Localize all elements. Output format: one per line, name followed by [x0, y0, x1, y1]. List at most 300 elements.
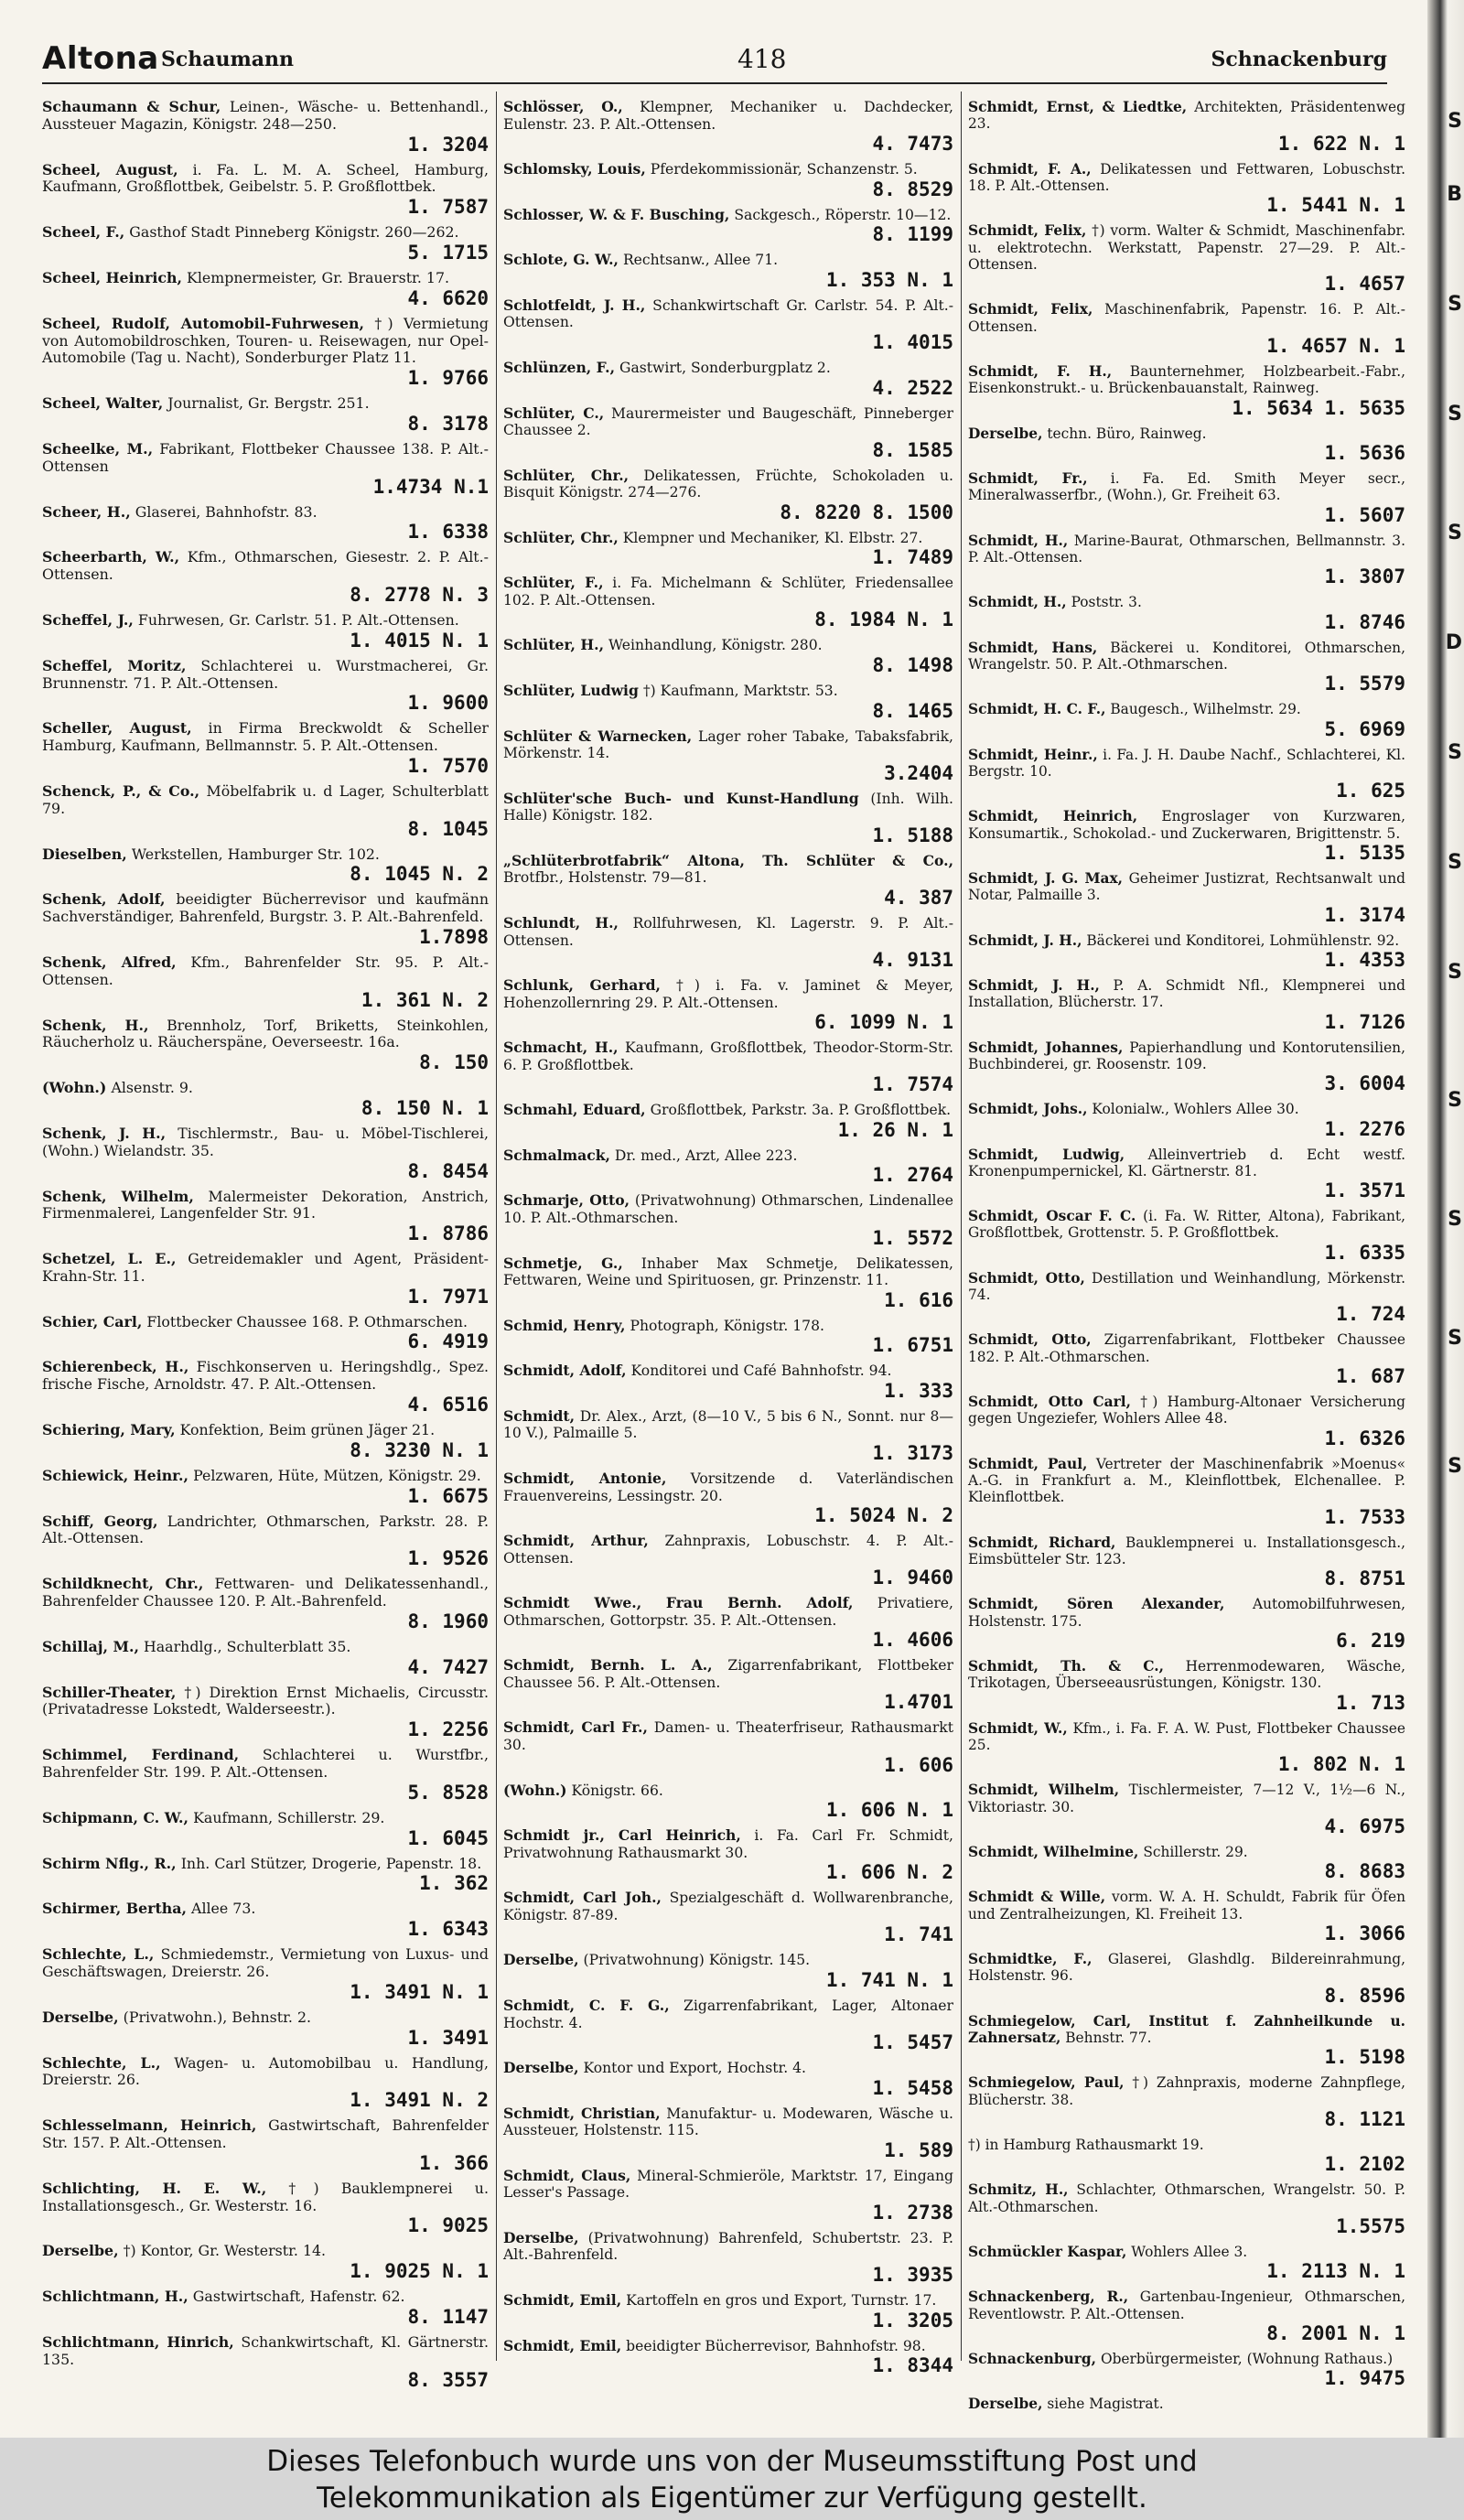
directory-entry: [42, 891, 489, 948]
entry-details: Zigarrenfabrikant, Lager, Altonaer Hochstr. 4.: [503, 1997, 953, 2031]
entry-name: Derselbe,: [503, 1951, 579, 1969]
entry-details: i. Fa. Michelmann & Schlüter, Friedensallee 102. P. Alt.-Ottensen.: [503, 575, 953, 608]
entry-name: Scheerbarth, W.,: [42, 548, 180, 566]
entry-details: Großflottbek, Parkstr. 3a. P. Großflottbek.: [650, 1102, 952, 1119]
entry-details: Allee 73.: [191, 1900, 256, 1918]
entry-details: Gastwirtschaft, Hafenstr. 62.: [192, 2288, 405, 2306]
directory-entry: [503, 915, 953, 971]
directory-entry: [503, 1147, 953, 1187]
entry-details: Kfm., i. Fa. F. A. W. Pust, Flottbeker Chaussee 25.: [968, 1719, 1405, 1754]
entry-details: in Firma Breckwoldt & Scheller Hamburg, Kaufmann, Bellmannstr. 5. P. Alt.-Ottensen.: [42, 719, 489, 755]
entry-details: i. Fa. Carl Fr. Schmidt, Privatwohnung Rathausmarkt 30.: [503, 1827, 953, 1861]
directory-entry: [968, 2137, 1405, 2175]
entry-name: Schlichting, H. E. W.,: [42, 2179, 267, 2197]
entry-details: Schlachterei u. Wurstmacherei, Gr. Brunnenstr. 71. P. Alt.-Ottensen.: [42, 656, 490, 692]
directory-entry: [968, 222, 1405, 295]
directory-entry: [42, 1513, 489, 1570]
entry-phone-number: 1. 5441 N. 1: [1266, 194, 1405, 217]
entry-phone-number: 5. 8528: [407, 1781, 489, 1804]
directory-entry: [968, 2013, 1405, 2069]
entry-phone-number: 1. 3571: [1324, 1179, 1405, 1202]
entry-phone-number: 1. 687: [1336, 1365, 1405, 1388]
entry-name: Schmiegelow, Carl, Institut f. Zahnheilkunde u. Zahnersatz,: [968, 2012, 1405, 2047]
entry-phone-number: 1. 6751: [872, 1334, 953, 1357]
directory-entry: [968, 1101, 1405, 1139]
directory-entry: [42, 1189, 489, 1245]
entry-name: Schiering, Mary,: [42, 1421, 176, 1439]
entry-phone-number: 1. 7587: [407, 196, 489, 219]
directory-entry: [968, 1456, 1405, 1528]
entry-phone-number: 8. 8529: [872, 178, 953, 200]
entry-phone-number: 1. 7489: [872, 546, 953, 569]
entry-details: Kfm., Bahrenfelder Str. 95. P. Alt.-Ottensen.: [42, 953, 489, 988]
directory-entry: [503, 637, 953, 676]
entry-details: Architekten, Präsidentenweg 23.: [968, 99, 1405, 133]
entry-name: Schlünzen, F.,: [503, 358, 616, 376]
directory-entry: [42, 2117, 489, 2174]
entry-details: Behnstr. 77.: [1065, 2030, 1152, 2047]
directory-entry: [503, 791, 953, 846]
entry-name: Schlomsky, Louis,: [503, 160, 646, 178]
entry-name: Schmidtke, F.,: [968, 1951, 1093, 1968]
directory-entry: [42, 99, 489, 156]
entry-details: Fettwaren- und Delikatessenhandl., Bahrenfelder Chaussee 120. P. Alt.-Bahrenfeld.: [42, 1575, 489, 1610]
edge-letter: S: [1448, 1455, 1462, 1478]
entry-details: †) Direktion Ernst Michaelis, Circusstr. (Privatadresse Lokstedt, Walderseestr.).: [42, 1683, 489, 1718]
entry-phone-number: 1. 366: [419, 2151, 489, 2174]
directory-entry: [42, 846, 489, 886]
entry-phone-number: 1. 362: [419, 1872, 489, 1895]
entry-details: Weinhandlung, Königstr. 280.: [608, 637, 823, 654]
entry-details: Manufaktur- u. Modewaren, Wäsche u. Aussteuer, Holstenstr. 115.: [503, 2105, 953, 2139]
entry-name: Schlichtmann, H.,: [42, 2288, 188, 2306]
entry-name: Derselbe,: [968, 425, 1043, 442]
directory-entry: [503, 1408, 953, 1464]
entry-details: Alsenstr. 9.: [111, 1079, 193, 1097]
entry-phone-number: 1. 6045: [407, 1826, 489, 1849]
entry-details: Vertreter der Maschinenfabrik »Moenus« A.-G. in Frankfurt a. M., Kleinflottbek, Elchenallee. P. Kleinflottbek.: [968, 1455, 1405, 1506]
entry-details: †) Bauklempnerei u. Installationsgesch., Gr. Westerstr. 16.: [42, 2179, 489, 2214]
directory-entry: [968, 1782, 1405, 1837]
footer-line-1: Dieses Telefonbuch wurde uns von der Museumsstiftung Post und: [266, 2445, 1198, 2478]
entry-details: Landrichter, Othmarschen, Parkstr. 28. P. Alt.-Ottensen.: [42, 1512, 489, 1547]
entry-details: Schmiedemstr., Vermietung von Luxus- und Geschäftswagen, Dreierstr. 26.: [42, 1945, 490, 1981]
edge-letter: S: [1448, 110, 1462, 133]
entry-phone-number: 4. 9131: [872, 949, 953, 972]
entry-details: i. Fa. L. M. A. Scheel, Hamburg, Kaufmann, Großflottbek, Geibelstr. 5. P. Großflottbek.: [42, 160, 489, 196]
entry-phone-number: 1. 5579: [1324, 673, 1405, 695]
directory-entry: [503, 2105, 953, 2161]
directory-entry: [42, 1422, 489, 1461]
header-city: Altona: [42, 40, 159, 77]
entry-phone-number: 1. 5634 1. 5635: [1232, 396, 1405, 419]
entry-phone-number: 1.4734 N.1: [372, 475, 489, 498]
directory-entry: [968, 1270, 1405, 1326]
entry-phone-number: 1. 589: [884, 2138, 953, 2161]
entry-details: (Privatwohnung) Königstr. 145.: [583, 1952, 811, 1969]
entry-details: Herrenmodewaren, Wäsche, Trikotagen, Überseeausrüstungen, Königstr. 130.: [968, 1658, 1406, 1692]
entry-details: Papierhandlung und Kontorutensilien, Buchbinderei, gr. Roosenstr. 109.: [968, 1039, 1405, 1072]
entry-details: Konfektion, Beim grünen Jäger 21.: [179, 1421, 436, 1439]
directory-entry: [42, 1576, 489, 1632]
edge-letter: S: [1448, 293, 1462, 316]
entry-name: Schierenbeck, H.,: [42, 1358, 189, 1376]
entry-phone-number: 1. 616: [884, 1288, 953, 1311]
listing-column-2: [503, 99, 953, 2383]
entry-name: Schmidt, Richard,: [968, 1534, 1116, 1551]
directory-entry: [503, 575, 953, 630]
entry-phone-number: 4. 2522: [872, 376, 953, 399]
entry-details: (Privatwohnung) Bahrenfeld, Schubertstr. 23. P. Alt.-Bahrenfeld.: [503, 2229, 953, 2264]
entry-details: Gartenbau-Ingenieur, Othmarschen, Reventlowstr. P. Alt.-Ottensen.: [968, 2288, 1405, 2322]
directory-entry: [503, 2230, 953, 2286]
entry-phone-number: 8. 1984 N. 1: [814, 608, 953, 631]
entry-phone-number: 8. 1147: [407, 2306, 489, 2328]
entry-name: Schiller-Theater,: [42, 1683, 177, 1701]
entry-name: Schiewick, Heinr.,: [42, 1466, 189, 1484]
edge-letter: S: [1448, 961, 1462, 984]
entry-details: siehe Magistrat.: [1047, 2396, 1164, 2413]
entry-details: Wohlers Allee 3.: [1131, 2243, 1248, 2260]
directory-entry: [42, 1747, 489, 1804]
entry-phone-number: 8. 8683: [1324, 1860, 1405, 1883]
entry-details: †) Hamburg-Altonaer Versicherung gegen Ungeziefer, Wohlers Allee 48.: [968, 1394, 1405, 1427]
entry-details: Kolonialw., Wohlers Allee 30.: [1092, 1101, 1299, 1118]
entry-name: Schmidt, Antonie,: [503, 1469, 667, 1487]
entry-name: Schmiegelow, Paul,: [968, 2074, 1125, 2092]
entry-name: Schenck, P., & Co.,: [42, 781, 200, 800]
entry-phone-number: 8. 2778 N. 3: [350, 583, 489, 606]
entry-details: Flottbecker Chaussee 168. P. Othmarschen.: [146, 1312, 468, 1330]
directory-entry: [42, 316, 489, 389]
edge-letter: D: [1445, 631, 1462, 654]
entry-name: Schlüter'sche Buch- und Kunst-Handlung: [503, 789, 859, 807]
entry-details: beeidigter Bücherrevisor, Bahnhofstr. 98.: [626, 2337, 926, 2354]
entry-name: Schmidt, W.,: [968, 1719, 1068, 1737]
entry-name: Schlunk, Gerhard,: [503, 976, 661, 995]
directory-entry: [503, 1782, 953, 1822]
directory-entry: [503, 728, 953, 784]
entry-details: †) vorm. Walter & Schmidt, Maschinenfabr. u. elektrotechn. Werkstatt, Papenstr. 27—29. P. Alt.-Ottensen.: [968, 222, 1405, 273]
entry-name: Schmidt, Otto Carl,: [968, 1394, 1131, 1411]
directory-entry: [503, 1890, 953, 1945]
entry-name: Schirmer, Bertha,: [42, 1900, 188, 1918]
entry-phone-number: 1. 353 N. 1: [825, 268, 953, 291]
entry-phone-number: 1. 7574: [872, 1073, 953, 1096]
entry-phone-number: 5. 1715: [407, 241, 489, 264]
entry-name: Schlüter & Warnecken,: [503, 727, 693, 745]
entry-name: Schmidt, Heinr.,: [968, 746, 1098, 763]
entry-phone-number: 1. 9475: [1324, 2367, 1405, 2390]
entry-name: Schlüter, Chr.,: [503, 528, 619, 546]
entry-phone-number: 1. 3491 N. 2: [350, 2089, 489, 2112]
entry-name: Schmidt, Ludwig,: [968, 1146, 1125, 1163]
directory-entry: [503, 1102, 953, 1141]
entry-details: Vorsitzende d. Vaterländischen Frauenvereins, Lessingstr. 20.: [503, 1470, 953, 1504]
entry-name: Schlotfeldt, J. H.,: [503, 296, 646, 314]
directory-entry: [42, 658, 489, 715]
header-last-entry: Schnackenburg: [1211, 48, 1387, 71]
entry-phone-number: 1. 724: [1336, 1303, 1405, 1326]
entry-name: Schmidt, Otto,: [968, 1269, 1085, 1287]
entry-phone-number: 1. 7533: [1324, 1505, 1405, 1528]
directory-entry: [42, 224, 489, 264]
entry-phone-number: 1. 741 N. 1: [825, 1968, 953, 1991]
directory-entry: [42, 2288, 489, 2328]
entry-details: Leinen-, Wäsche- u. Bettenhandl., Aussteuer Magazin, Königstr. 248—250.: [42, 98, 489, 133]
entry-name: Schmidt & Wille,: [968, 1889, 1106, 1906]
entry-details: †) Vermietung von Automobildroschken, Touren- u. Reisewagen, nur Opel-Automobile (Tag u. Nacht), Sonderburger Platz 11.: [42, 314, 489, 367]
directory-entry: [42, 2055, 489, 2112]
entry-details: Kontor und Export, Hochstr. 4.: [583, 2060, 807, 2077]
directory-entry: [42, 2181, 489, 2237]
entry-name: (Wohn.): [42, 1079, 107, 1097]
entry-details: Zahnpraxis, Lobuschstr. 4. P. Alt.-Ottensen.: [503, 1533, 953, 1567]
entry-details: Delikatessen, Früchte, Schokoladen u. Bisquit Königstr. 274—276.: [503, 467, 953, 501]
entry-details: Königstr. 66.: [571, 1782, 663, 1799]
entry-phone-number: 8. 150: [419, 1051, 489, 1074]
entry-name: Schmidt, Christian,: [503, 2104, 661, 2122]
entry-details: Schillerstr. 29.: [1143, 1844, 1248, 1861]
directory-entry: [968, 301, 1405, 357]
directory-entry: [503, 1318, 953, 1357]
entry-phone-number: 3.2404: [884, 761, 953, 784]
directory-entry: [968, 425, 1405, 464]
directory-entry: [42, 1080, 489, 1119]
entry-name: Schmalmack,: [503, 1146, 610, 1164]
entry-phone-number: 4. 6516: [407, 1394, 489, 1416]
entry-name: Schmidt, Carl Fr.,: [503, 1718, 648, 1737]
directory-entry: [503, 1657, 953, 1713]
entry-name: Schmidt, Th. & C.,: [968, 1658, 1164, 1675]
edge-letter: S: [1448, 522, 1462, 544]
entry-name: Schier, Carl,: [42, 1312, 143, 1330]
entry-name: Scheel, Walter,: [42, 394, 164, 413]
directory-entry: [503, 2060, 953, 2099]
entry-details: Gastwirt, Sonderburgplatz 2.: [619, 359, 831, 376]
directory-entry: [503, 1533, 953, 1588]
entry-details: (Privatwohn.), Behnstr. 2.: [123, 2008, 312, 2026]
entry-phone-number: 8. 1045 N. 2: [350, 863, 489, 886]
entry-details: Schankwirtschaft, Kl. Gärtnerstr. 135.: [42, 2333, 489, 2368]
entry-name: Schmitz, H.,: [968, 2181, 1069, 2199]
entry-details: Bauklempnerei u. Installationsgesch., Eimsbütteler Str. 123.: [968, 1534, 1405, 1568]
entry-name: Scheer, H.,: [42, 502, 131, 521]
directory-entry: [42, 1810, 489, 1849]
entry-name: Schnackenburg,: [968, 2350, 1097, 2367]
entry-details: Getreidemakler und Agent, Präsident-Krahn-Str. 11.: [42, 1250, 489, 1285]
entry-phone-number: 8. 1045: [407, 817, 489, 840]
entry-phone-number: 8. 1498: [872, 654, 953, 676]
entry-details: Haarhdlg., Schulterblatt 35.: [143, 1637, 351, 1655]
directory-entry: [503, 360, 953, 399]
entry-phone-number: 1. 3491 N. 1: [350, 1980, 489, 2003]
entry-name: Schmidt, H. C. F.,: [968, 701, 1106, 718]
entry-details: Rollfuhrwesen, Kl. Lagerstr. 9. P. Alt.-Ottensen.: [503, 914, 953, 949]
entry-name: Schmidt, Oscar F. C.: [968, 1208, 1136, 1225]
entry-details: Journalist, Gr. Bergstr. 251.: [167, 394, 370, 413]
entry-phone-number: 8. 150 N. 1: [361, 1096, 489, 1119]
entry-phone-number: 1. 6338: [407, 521, 489, 544]
directory-entry: [968, 99, 1405, 155]
entry-name: Schlüter, Chr.,: [503, 466, 630, 484]
directory-entry: [503, 2338, 953, 2377]
column-divider: [961, 92, 962, 2361]
entry-details: Pferdekommissionär, Schanzenstr. 5.: [650, 161, 918, 178]
entry-details: Gastwirtschaft, Bahrenfelder Str. 157. P. Alt.-Ottensen.: [42, 2116, 489, 2152]
entry-name: Schlüter, Ludwig: [503, 682, 639, 699]
entry-name: Schlüter, F.,: [503, 574, 604, 592]
edge-letter: B: [1447, 183, 1462, 206]
entry-name: Schmidt, Hans,: [968, 639, 1098, 656]
entry-phone-number: 1. 713: [1336, 1691, 1405, 1714]
directory-entry: [968, 533, 1405, 588]
directory-entry: [42, 1901, 489, 1940]
directory-entry: [42, 720, 489, 777]
entry-phone-number: 1. 3491: [407, 2026, 489, 2049]
entry-name: Derselbe,: [968, 2396, 1043, 2413]
entry-name: Schetzel, L. E.,: [42, 1250, 177, 1268]
entry-name: Scheffel, J.,: [42, 610, 134, 629]
directory-entry: [42, 1639, 489, 1678]
directory-entry: [42, 612, 489, 652]
entry-phone-number: 8. 1465: [872, 699, 953, 722]
entry-phone-number: 1. 5458: [872, 2076, 953, 2099]
entry-phone-number: 1. 4015 N. 1: [350, 629, 489, 652]
entry-details: Schlachter, Othmarschen, Wrangelstr. 50. P. Alt.-Othmarschen.: [968, 2181, 1405, 2215]
entry-phone-number: 1. 4657 N. 1: [1266, 334, 1405, 357]
entry-name: Schmidt, Emil,: [503, 2336, 622, 2354]
entry-phone-number: 1. 5135: [1324, 841, 1405, 864]
entry-phone-number: 8. 3178: [407, 412, 489, 435]
directory-entry: [503, 1595, 953, 1651]
directory-entry: [503, 853, 953, 909]
edge-letter: S: [1448, 1089, 1462, 1112]
directory-entry: [968, 2396, 1405, 2412]
entry-details: Destillation und Weinhandlung, Mörkenstr. 74.: [968, 1269, 1405, 1304]
directory-entry: [42, 2243, 489, 2282]
entry-name: Schlüter, C.,: [503, 404, 605, 422]
directory-entry: [503, 530, 953, 569]
entry-name: Schimmel, Ferdinand,: [42, 1746, 240, 1764]
entry-phone-number: 1. 8786: [407, 1222, 489, 1245]
entry-name: Schlundt, H.,: [503, 913, 619, 932]
entry-details: Engroslager von Kurzwaren, Konsumartik., Schokolad.- und Zuckerwaren, Brigittenstr. 5.: [968, 808, 1405, 842]
entry-details: (i. Fa. W. Ritter, Altona), Fabrikant, Großflottbek, Grottenstr. 5. P. Großflottbek.: [968, 1208, 1405, 1242]
entry-details: Klempner, Mechaniker u. Dachdecker, Eulenstr. 23. P. Alt.-Ottensen.: [503, 99, 953, 133]
entry-name: Schmidt, Arthur,: [503, 1532, 649, 1550]
entry-details: Zigarrenfabrikant, Flottbeker Chaussee 56. P. Alt.-Ottensen.: [503, 1657, 953, 1691]
directory-entry: [968, 2074, 1405, 2130]
entry-name: Schillaj, M.,: [42, 1637, 139, 1655]
entry-name: Scheelke, M.,: [42, 439, 154, 458]
entry-name: Schmidt, Johs.,: [968, 1101, 1088, 1118]
entry-name: Schmidt, Heinrich,: [968, 808, 1138, 825]
entry-name: Scheffel, Moritz,: [42, 656, 187, 674]
directory-entry: [968, 2351, 1405, 2389]
entry-details: Dr. Alex., Arzt, (8—10 V., 5 bis 6 N., Sonnt. nur 8—10 V.), Palmaille 5.: [503, 1407, 953, 1442]
directory-entry: [503, 1470, 953, 1526]
entry-details: Malermeister Dekoration, Anstrich, Firmenmalerei, Langenfelder Str. 91.: [42, 1187, 489, 1222]
directory-entry: [503, 252, 953, 291]
entry-phone-number: 1. 7570: [407, 754, 489, 777]
directory-entry: [968, 932, 1405, 971]
entry-phone-number: 8. 3557: [407, 2368, 489, 2391]
entry-phone-number: 4. 7427: [407, 1655, 489, 1678]
edge-letter: S: [1448, 1208, 1462, 1231]
entry-name: Schmidt, Sören Alexander,: [968, 1596, 1225, 1613]
directory-entry: [503, 1827, 953, 1883]
entry-phone-number: 1. 2102: [1324, 2153, 1405, 2176]
entry-details: Werkstellen, Hamburger Str. 102.: [131, 845, 380, 863]
entry-phone-number: 1. 5457: [872, 2031, 953, 2054]
entry-name: Schlosser, W. & F. Busching,: [503, 205, 730, 223]
directory-entry: [503, 405, 953, 461]
entry-details: †) Kaufmann, Marktstr. 53.: [642, 683, 838, 699]
entry-name: Schmidt,: [503, 1406, 576, 1425]
entry-phone-number: 1. 5607: [1324, 503, 1405, 526]
entry-details: Marine-Baurat, Othmarschen, Bellmannstr. 3. P. Alt.-Ottensen.: [968, 532, 1405, 565]
entry-details: Privatiere, Othmarschen, Gottorpstr. 35. P. Alt.-Ottensen.: [503, 1595, 953, 1629]
entry-phone-number: 1. 5636: [1324, 441, 1405, 464]
directory-entry: [968, 1331, 1405, 1387]
directory-entry: [42, 395, 489, 435]
entry-phone-number: 1. 9600: [407, 692, 489, 715]
entry-details: Pelzwaren, Hüte, Mützen, Königstr. 29.: [193, 1466, 481, 1484]
directory-entry: [503, 1255, 953, 1311]
entry-phone-number: 8. 1121: [1324, 2108, 1405, 2130]
directory-entry: [503, 977, 953, 1033]
directory-entry: [42, 504, 489, 544]
entry-details: Bäckerei u. Konditorei, Othmarschen, Wrangelstr. 50. P. Alt.-Othmarschen.: [968, 639, 1405, 673]
entry-name: Dieselben,: [42, 845, 127, 863]
edge-letter: S: [1448, 403, 1462, 425]
directory-entry: [42, 783, 489, 840]
directory-entry: [42, 1125, 489, 1182]
entry-name: Schmidt, F. A.,: [968, 160, 1092, 178]
entry-name: Schmidt, Ernst, & Liedtke,: [968, 99, 1188, 115]
entry-name: Schmidt jr., Carl Heinrich,: [503, 1826, 741, 1845]
directory-entry: [503, 1192, 953, 1248]
entry-phone-number: 1.7898: [419, 925, 489, 948]
entry-name: Schlechte, L.,: [42, 1945, 155, 1964]
directory-entry: [968, 747, 1405, 802]
entry-phone-number: 1. 7971: [407, 1285, 489, 1308]
entry-phone-number: 1. 2764: [872, 1164, 953, 1187]
directory-entry: [42, 1314, 489, 1353]
directory-entry: [503, 2292, 953, 2332]
entry-details: †) i. Fa. v. Jaminet & Meyer, Hohenzollernring 29. P. Alt.-Ottensen.: [503, 977, 953, 1011]
entry-phone-number: 1. 606 N. 1: [825, 1799, 953, 1822]
entry-name: Derselbe,: [503, 2059, 579, 2077]
entry-name: Schlichtmann, Hinrich,: [42, 2333, 234, 2351]
entry-name: Schmidt, Bernh. L. A.,: [503, 1656, 713, 1675]
entry-phone-number: 8. 1199: [872, 223, 953, 246]
directory-entry: [42, 1018, 489, 1074]
edge-letter: S: [1448, 741, 1462, 764]
directory-entry: [42, 1359, 489, 1416]
entry-name: Schiff, Georg,: [42, 1512, 158, 1530]
entry-phone-number: 8. 8596: [1324, 1984, 1405, 2007]
entry-phone-number: 1. 6675: [407, 1484, 489, 1507]
directory-entry: [968, 2244, 1405, 2282]
entry-phone-number: 1. 5024 N. 2: [814, 1504, 953, 1527]
entry-phone-number: 1. 8746: [1324, 610, 1405, 633]
entry-name: Schmidt Wwe., Frau Bernh. Adolf,: [503, 1594, 854, 1612]
directory-entry: [503, 2168, 953, 2224]
entry-name: Schmidt, Carl Joh.,: [503, 1889, 662, 1907]
entry-phone-number: 4. 6975: [1324, 1815, 1405, 1838]
